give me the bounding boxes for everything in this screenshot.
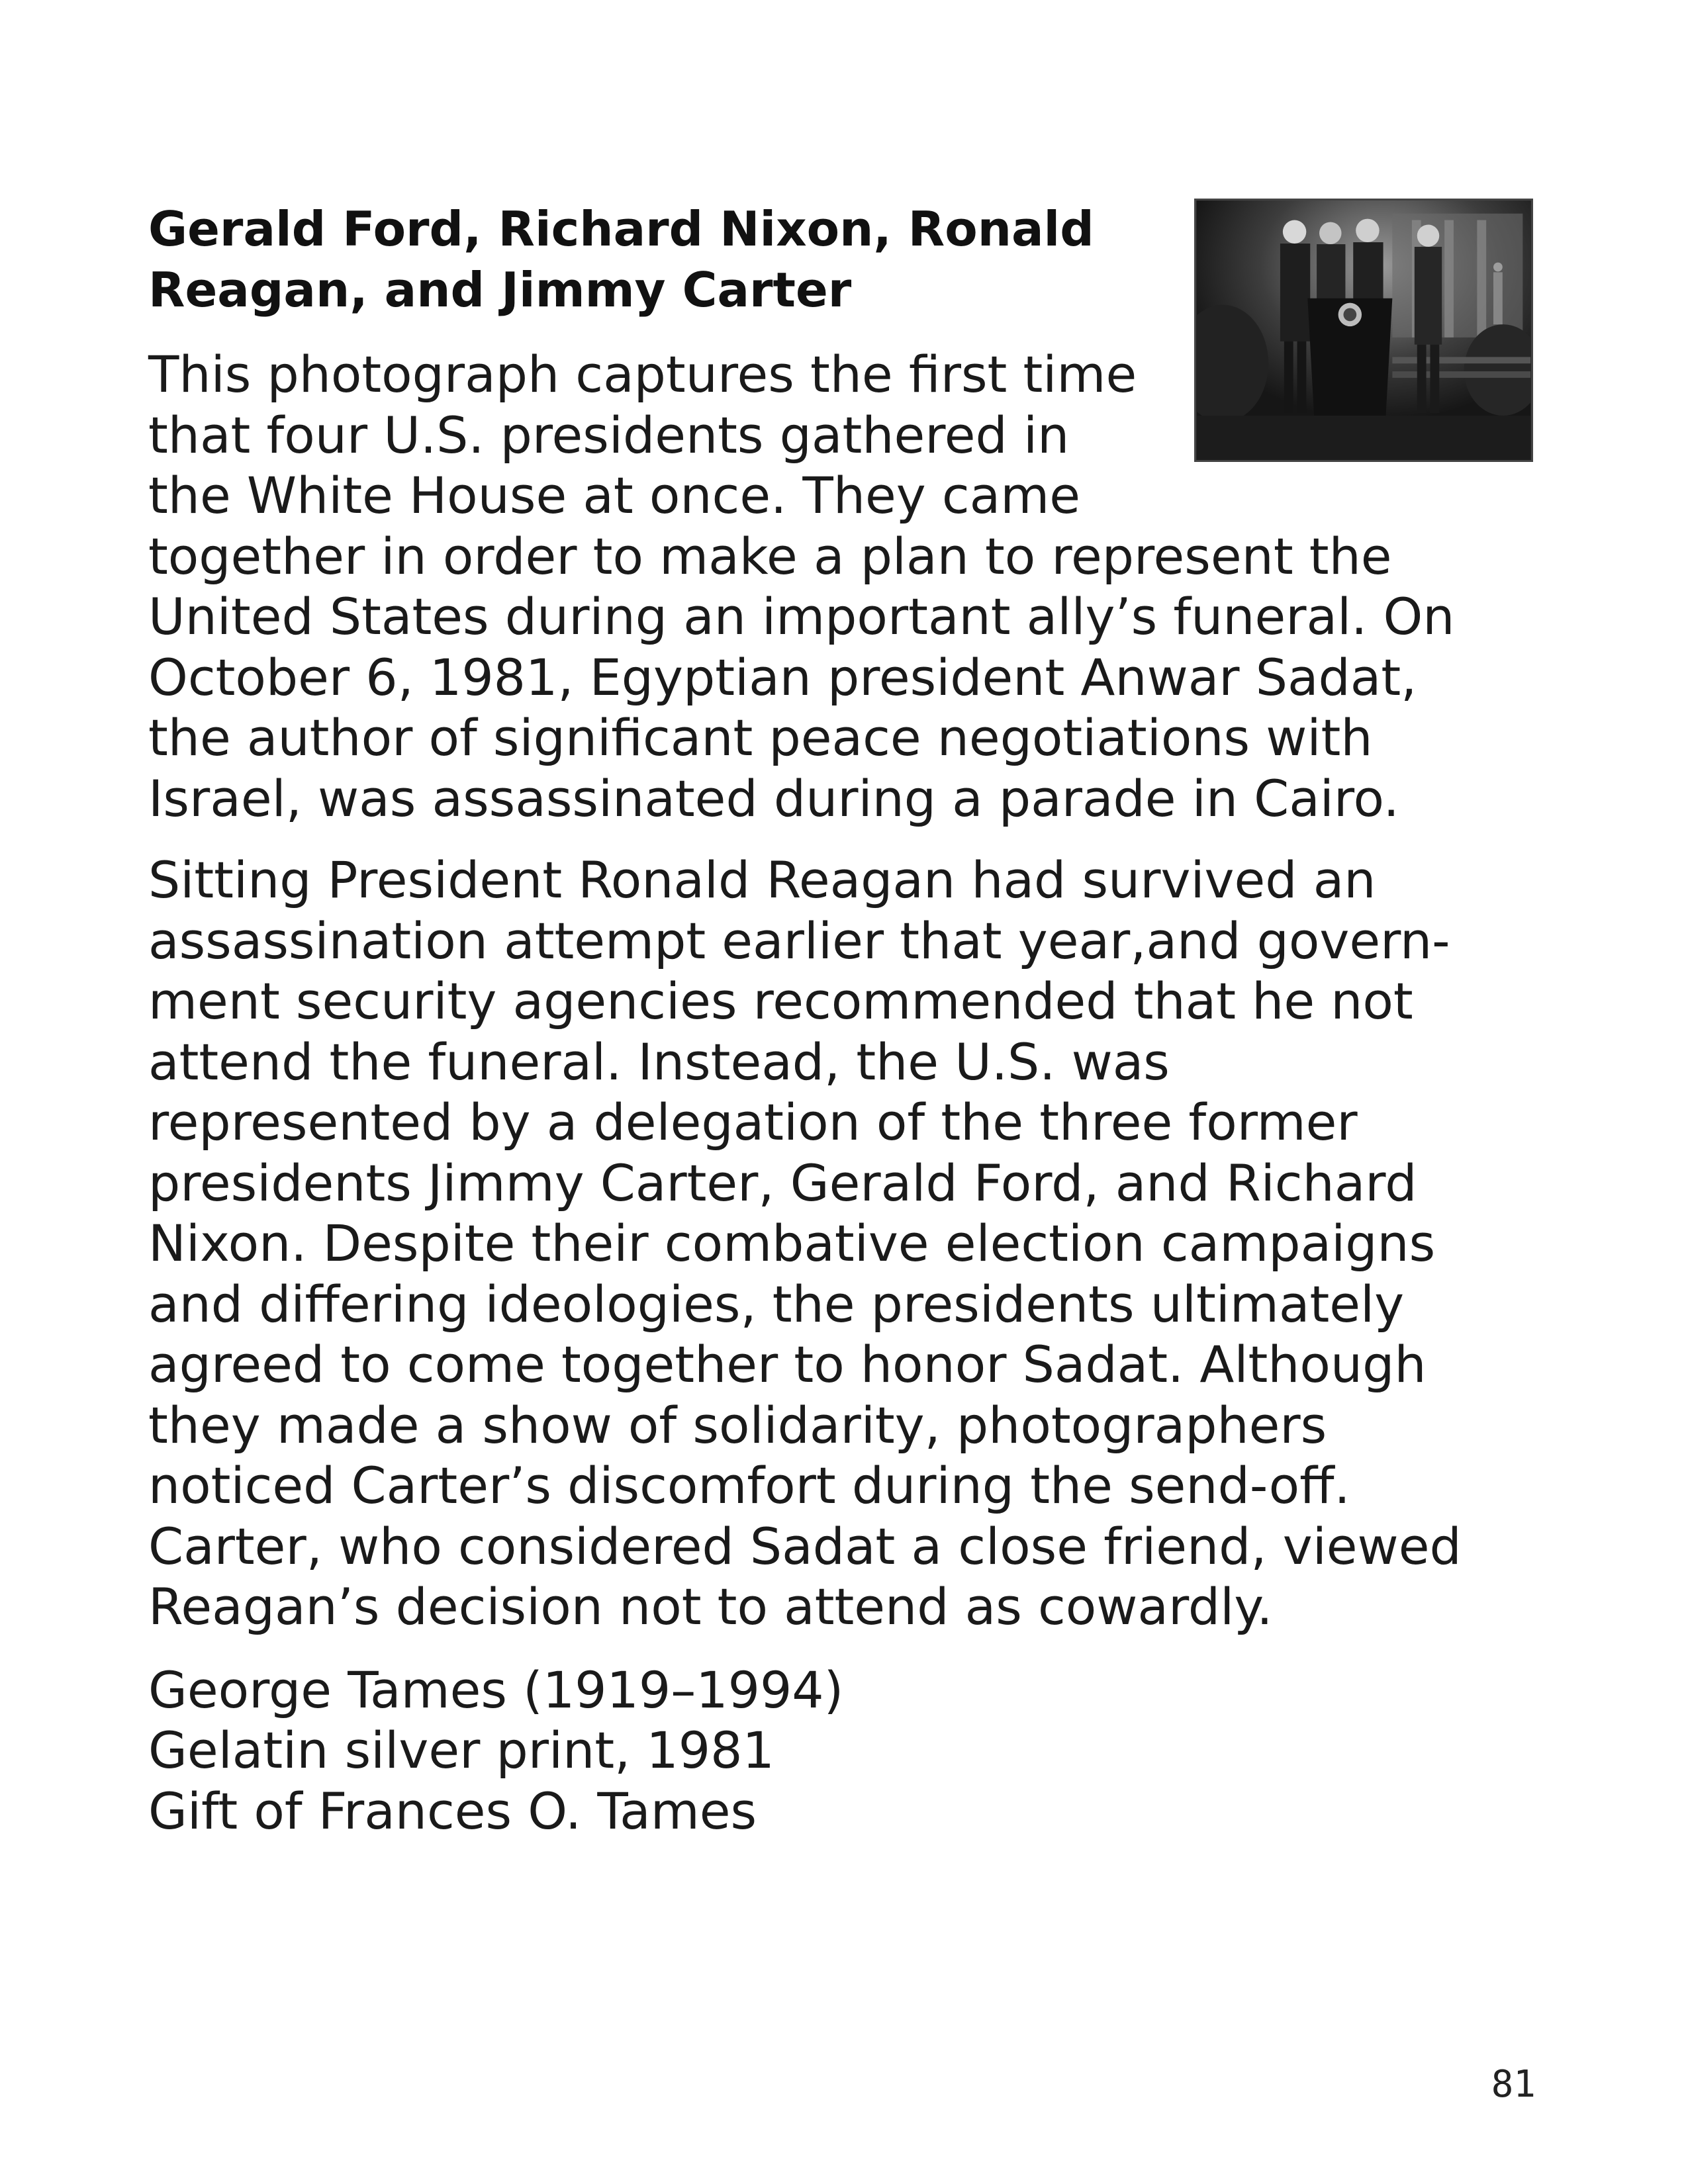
text-line: attend the funeral. Instead, the U.S. was xyxy=(148,1032,1170,1091)
text-line: October 6, 1981, Egyptian president Anwar Sadat, xyxy=(148,647,1417,707)
artwork-medium: Gelatin silver print, 1981 xyxy=(148,1721,774,1780)
text-line: the White House at once. They came xyxy=(148,466,1081,525)
text-line: presidents Jimmy Carter, Gerald Ford, and Richard xyxy=(148,1153,1417,1212)
text-line: United States during an important ally’s funeral. On xyxy=(148,587,1455,646)
text-line: the author of significant peace negotiations with xyxy=(148,708,1373,767)
text-line: together in order to make a plan to represent the xyxy=(148,526,1392,586)
credit-line: Gift of Frances O. Tames xyxy=(148,1781,757,1841)
text-line: and differing ideologies, the presidents ultimately xyxy=(148,1274,1405,1334)
artwork-title xyxy=(148,199,1194,320)
photo-wrap-spacer xyxy=(1174,344,1545,480)
text-line: ment security agencies recommended that he not xyxy=(148,972,1413,1030)
text-line: that four U.S. presidents gathered in xyxy=(148,405,1070,465)
page-number: 81 xyxy=(1491,2063,1536,2106)
text-line: Sitting President Ronald Reagan had survived an xyxy=(148,850,1376,909)
title-line-2: Reagan, and Jimmy Carter xyxy=(148,262,852,318)
artwork-credits xyxy=(148,1660,1545,1842)
text-line: they made a show of solidarity, photographers xyxy=(148,1395,1327,1455)
text-line: assassination attempt earlier that year,and govern- xyxy=(148,911,1450,970)
title-line-1: Gerald Ford, Richard Nixon, Ronald xyxy=(148,201,1094,257)
text-line: noticed Carter’s discomfort during the send-off. xyxy=(148,1456,1350,1515)
text-line: represented by a delegation of the three former xyxy=(148,1093,1358,1152)
text-line: This photograph captures the first time xyxy=(148,345,1137,404)
artist-name: George Tames (1919–1994) xyxy=(148,1660,844,1719)
text-line: agreed to come together to honor Sadat. Although xyxy=(148,1335,1427,1394)
text-line: Reagan’s decision not to attend as cowardly. xyxy=(148,1577,1273,1636)
text-line: Israel, was assassinated during a parade in Cairo. xyxy=(148,768,1399,828)
body-text xyxy=(148,344,1545,1841)
paragraph-2 xyxy=(148,850,1545,1637)
text-line: Carter, who considered Sadat a close friend, viewed xyxy=(148,1516,1462,1576)
text-line: Nixon. Despite their combative election campaigns xyxy=(148,1214,1436,1273)
